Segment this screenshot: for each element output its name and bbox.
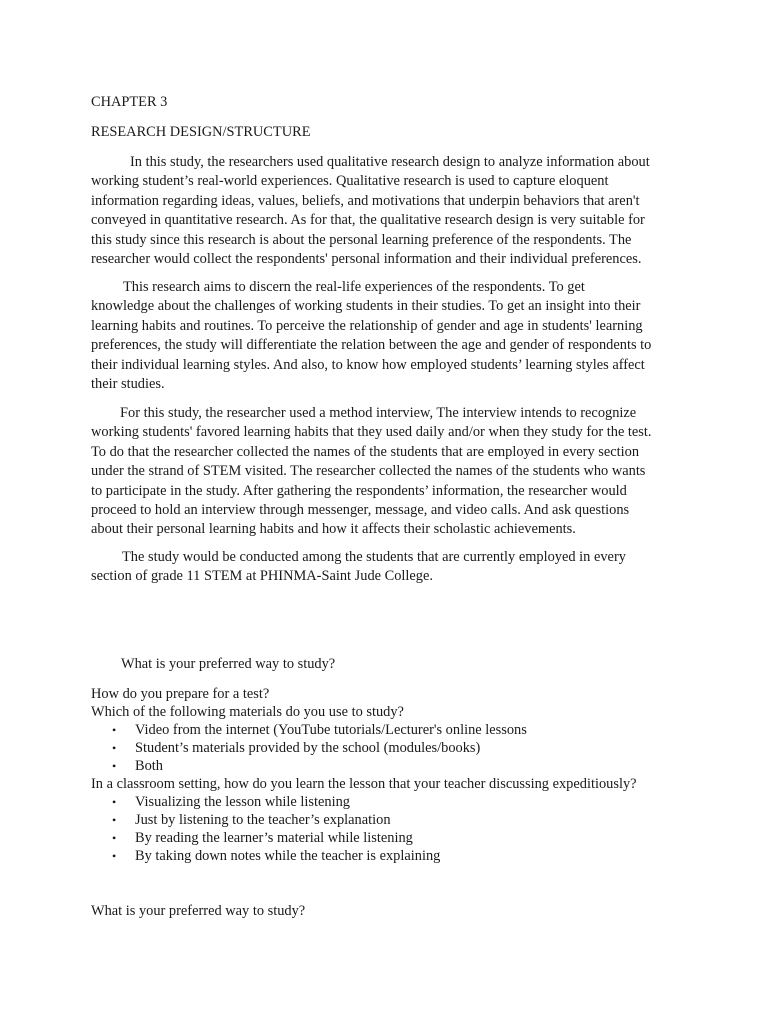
materials-options-list [112,721,527,775]
paragraph-line: This research aims to discern the real-life experiences of the respondents. To get [123,279,585,295]
paragraph-3 [91,404,691,540]
paragraph-line: working student’s real-world experiences. Qualitative research is used to capture eloquent [91,173,609,190]
bullet-icon: • [112,849,117,863]
bullet-icon: • [112,759,117,773]
list-item: • Just by listening to the teacher’s explanation [112,812,391,828]
list-item: • By reading the learner’s material while listening [112,830,413,846]
question-preferred-way: What is your preferred way to study? [121,656,336,672]
paragraph-1 [91,153,691,269]
question-preferred-way-repeat: What is your preferred way to study? [91,903,306,919]
list-item: • Video from the internet (YouTube tutorials/Lecturer's online lessons [112,722,527,738]
paragraph-line: their studies. [91,376,165,393]
paragraph-line: For this study, the researcher used a method interview, The interview intends to recognize [120,405,637,421]
paragraph-line: under the strand of STEM visited. The researcher collected the names of the students who wants [91,463,646,480]
paragraph-line: The study would be conducted among the students that are currently employed in every [122,549,626,565]
bullet-icon: • [112,831,117,845]
paragraph-2 [91,278,691,394]
paragraph-line: section of grade 11 STEM at PHINMA-Saint Jude College. [91,568,433,585]
paragraph-line: In this study, the researchers used qualitative research design to analyze information about [130,154,650,170]
paragraph-line: learning habits and routines. To perceive the relationship of gender and age in students' learning [91,317,643,334]
bullet-icon: • [112,813,117,827]
section-title: RESEARCH DESIGN/STRUCTURE [91,124,311,140]
list-item: • Visualizing the lesson while listening [112,794,350,810]
paragraph-line: knowledge about the challenges of working students in their studies. To get an insight into their [91,298,641,315]
paragraph-line: preferences, the study will differentiate the relation between the age and gender of respondents to [91,337,652,354]
paragraph-line: To do that the researcher collected the names of the students that are employed in every section [91,443,640,460]
chapter-heading: CHAPTER 3 [91,94,168,110]
paragraph-line: this study since this research is about the personal learning preference of the respondents. The [91,231,632,248]
classroom-options-list [112,793,440,865]
bullet-icon: • [112,723,117,737]
paragraph-line: to participate in the study. After gathering the respondents’ information, the researcher would [91,482,627,499]
paragraph-line: information regarding ideas, values, beliefs, and motivations that underpin behaviors that aren't [91,192,640,209]
list-item: • Both [112,758,163,774]
paragraph-line: their individual learning styles. And also, to know how employed students’ learning styles affect [91,356,645,373]
paragraph-4 [91,548,691,587]
paragraph-line: researcher would collect the respondents' personal information and their individual preferences. [91,251,642,268]
question-prepare-test: How do you prepare for a test? [91,686,270,702]
paragraph-line: working students' favored learning habits that they used daily and/or when they study for the test. [91,424,652,441]
list-item: • By taking down notes while the teacher is explaining [112,848,441,864]
paragraph-line: about their personal learning habits and how it affects their scholastic achievements. [91,521,576,538]
question-materials: Which of the following materials do you use to study? [91,704,404,720]
paragraph-line: proceed to hold an interview through messenger, message, and video calls. And ask questions [91,502,630,519]
paragraph-line: conveyed in quantitative research. As for that, the qualitative research design is very suitable for [91,212,645,229]
question-classroom: In a classroom setting, how do you learn the lesson that your teacher discussing expeditiously? [91,776,637,792]
bullet-icon: • [112,795,117,809]
bullet-icon: • [112,741,117,755]
list-item: • Student’s materials provided by the school (modules/books) [112,740,481,756]
